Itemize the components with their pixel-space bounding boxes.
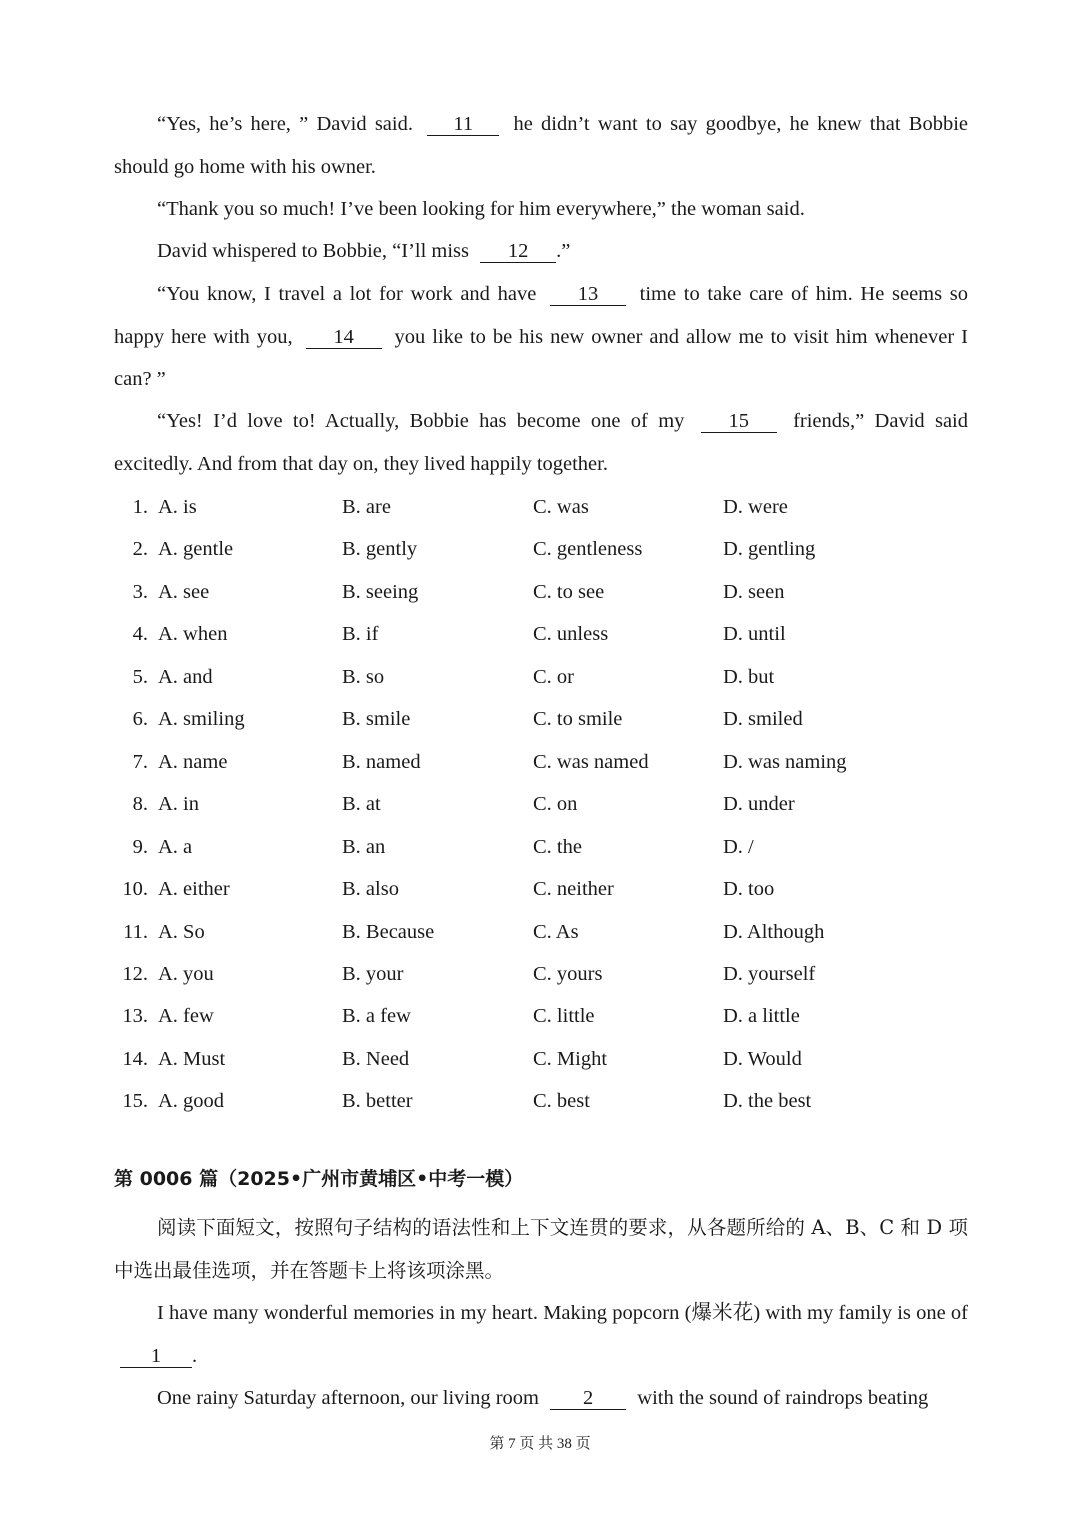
- option-a: A. you: [158, 963, 214, 985]
- option-a: A. smiling: [158, 708, 245, 730]
- option-b: B. named: [342, 751, 421, 773]
- option-b: B. are: [342, 496, 391, 518]
- paragraph-text: time to take care of him. He seems so happy here with you,: [114, 283, 968, 348]
- passage-paragraph-3: [114, 230, 968, 273]
- passage-paragraph-2: [114, 188, 968, 231]
- section-paragraph-1: [114, 1292, 968, 1377]
- option-c: C. on: [533, 793, 578, 815]
- option-c: C. unless: [533, 623, 609, 645]
- option-b: B. gently: [342, 538, 418, 560]
- paragraph-text: he didn’t want to say goodbye, he knew that Bobbie should go home with his owner.: [114, 113, 968, 178]
- option-d: D. but: [723, 666, 775, 688]
- question-number: 8.: [132, 793, 148, 815]
- question-number: 9.: [132, 836, 148, 858]
- question-number: 5.: [132, 666, 148, 688]
- option-a: A. in: [158, 793, 199, 815]
- option-b: B. so: [342, 666, 385, 688]
- section-heading: 第 0006 篇（2025•广州市黄埔区•中考一模）: [114, 1168, 524, 1190]
- option-d: D. seen: [723, 581, 785, 603]
- section-paragraph-2: [114, 1377, 968, 1420]
- option-b: B. an: [342, 836, 386, 858]
- blank-11: 11: [427, 113, 499, 136]
- question-number: 14.: [122, 1048, 148, 1070]
- option-b: B. Because: [342, 921, 435, 943]
- option-b: B. Need: [342, 1048, 410, 1070]
- page-number-footer: 第 7 页 共 38 页: [489, 1436, 591, 1452]
- option-b: B. also: [342, 878, 399, 900]
- option-c: C. neither: [533, 878, 614, 900]
- option-row: [114, 741, 968, 784]
- option-d: D. a little: [723, 1005, 800, 1027]
- question-number: 13.: [122, 1005, 148, 1027]
- option-c: C. was named: [533, 751, 649, 773]
- option-d: D. too: [723, 878, 775, 900]
- option-row: [114, 571, 968, 614]
- option-d: D. Although: [723, 921, 825, 943]
- option-row: [114, 911, 968, 954]
- question-number: 2.: [132, 538, 148, 560]
- paragraph-text: I have many wonderful memories in my heart. Making popcorn (爆米花) with my family is one of: [157, 1302, 968, 1324]
- option-a: A. a: [158, 836, 193, 858]
- option-row: [114, 783, 968, 826]
- option-c: C. best: [533, 1090, 590, 1112]
- option-a: A. name: [158, 751, 228, 773]
- question-number: 11.: [123, 921, 148, 943]
- paragraph-text: “You know, I travel a lot for work and have: [157, 283, 537, 305]
- blank-14: 14: [306, 326, 382, 349]
- option-c: C. the: [533, 836, 582, 858]
- paragraph-text: you like to be his new owner and allow me to visit him whenever I can? ”: [114, 325, 968, 390]
- option-c: C. gentleness: [533, 538, 643, 560]
- blank-1: 1: [120, 1345, 192, 1368]
- option-row: [114, 1080, 968, 1123]
- question-number: 15.: [122, 1090, 148, 1112]
- paragraph-text: “Yes, he’s here, ” David said.: [157, 113, 413, 135]
- option-d: D. Would: [723, 1048, 802, 1070]
- question-number: 12.: [122, 963, 148, 985]
- option-d: D. were: [723, 496, 788, 518]
- option-c: C. or: [533, 666, 574, 688]
- option-a: A. either: [158, 878, 230, 900]
- option-d: D. was naming: [723, 751, 847, 773]
- option-a: A. and: [158, 666, 213, 688]
- option-a: A. So: [158, 921, 205, 943]
- passage-paragraph-4: [114, 273, 968, 401]
- option-a: A. gentle: [158, 538, 234, 560]
- question-number: 7.: [132, 751, 148, 773]
- option-a: A. when: [158, 623, 228, 645]
- paragraph-text: “Thank you so much! I’ve been looking for him everywhere,” the woman said.: [157, 198, 805, 220]
- option-b: B. smile: [342, 708, 411, 730]
- option-c: C. little: [533, 1005, 595, 1027]
- option-row: [114, 868, 968, 911]
- option-c: C. to see: [533, 581, 605, 603]
- option-b: B. at: [342, 793, 381, 815]
- option-a: A. Must: [158, 1048, 226, 1070]
- paragraph-text: One rainy Saturday afternoon, our living room: [157, 1387, 540, 1409]
- option-c: C. Might: [533, 1048, 608, 1070]
- question-number: 10.: [122, 878, 148, 900]
- question-number: 4.: [132, 623, 148, 645]
- option-c: C. As: [533, 921, 579, 943]
- option-c: C. to smile: [533, 708, 623, 730]
- blank-15: 15: [701, 410, 777, 433]
- paragraph-text: “Yes! I’d love to! Actually, Bobbie has become one of my: [157, 410, 685, 432]
- option-a: A. few: [158, 1005, 214, 1027]
- option-d: D. smiled: [723, 708, 803, 730]
- paragraph-text: .: [192, 1344, 198, 1367]
- option-b: B. your: [342, 963, 404, 985]
- option-d: D. under: [723, 793, 795, 815]
- option-d: D. /: [723, 836, 754, 858]
- option-row: [114, 1038, 968, 1081]
- option-row: [114, 995, 968, 1038]
- option-row: [114, 613, 968, 656]
- option-row: [114, 953, 968, 996]
- paragraph-text: with the sound of raindrops beating: [637, 1387, 929, 1409]
- option-row: [114, 656, 968, 699]
- option-a: A. good: [158, 1090, 225, 1112]
- option-row: [114, 486, 968, 529]
- blank-2: 2: [550, 1387, 626, 1410]
- option-b: B. a few: [342, 1005, 411, 1027]
- blank-12: 12: [480, 240, 556, 263]
- section-instruction: 阅读下面短文，按照句子结构的语法性和上下文连贯的要求，从各题所给的 A、B、C 和 D 项中选出最佳选项，并在答题卡上将该项涂黑。: [114, 1216, 968, 1282]
- paragraph-text: friends,” David said excitedly. And from that day on, they lived happily together.: [114, 410, 968, 475]
- passage-paragraph-1: [114, 103, 968, 188]
- option-a: A. is: [158, 496, 197, 518]
- option-d: D. until: [723, 623, 786, 645]
- option-row: [114, 826, 968, 869]
- option-row: [114, 698, 968, 741]
- passage-paragraph-5: [114, 400, 968, 485]
- option-row: [114, 528, 968, 571]
- option-b: B. if: [342, 623, 379, 645]
- paragraph-text: David whispered to Bobbie, “I’ll miss: [157, 240, 470, 262]
- option-c: C. yours: [533, 963, 603, 985]
- paragraph-text: .”: [556, 240, 571, 262]
- option-a: A. see: [158, 581, 210, 603]
- option-d: D. gentling: [723, 538, 816, 560]
- option-d: D. the best: [723, 1090, 812, 1112]
- blank-13: 13: [550, 283, 626, 306]
- question-number: 1.: [132, 496, 148, 518]
- question-number: 6.: [132, 708, 148, 730]
- option-c: C. was: [533, 496, 589, 518]
- option-d: D. yourself: [723, 963, 816, 985]
- question-number: 3.: [132, 581, 148, 603]
- option-b: B. seeing: [342, 581, 419, 603]
- option-b: B. better: [342, 1090, 413, 1112]
